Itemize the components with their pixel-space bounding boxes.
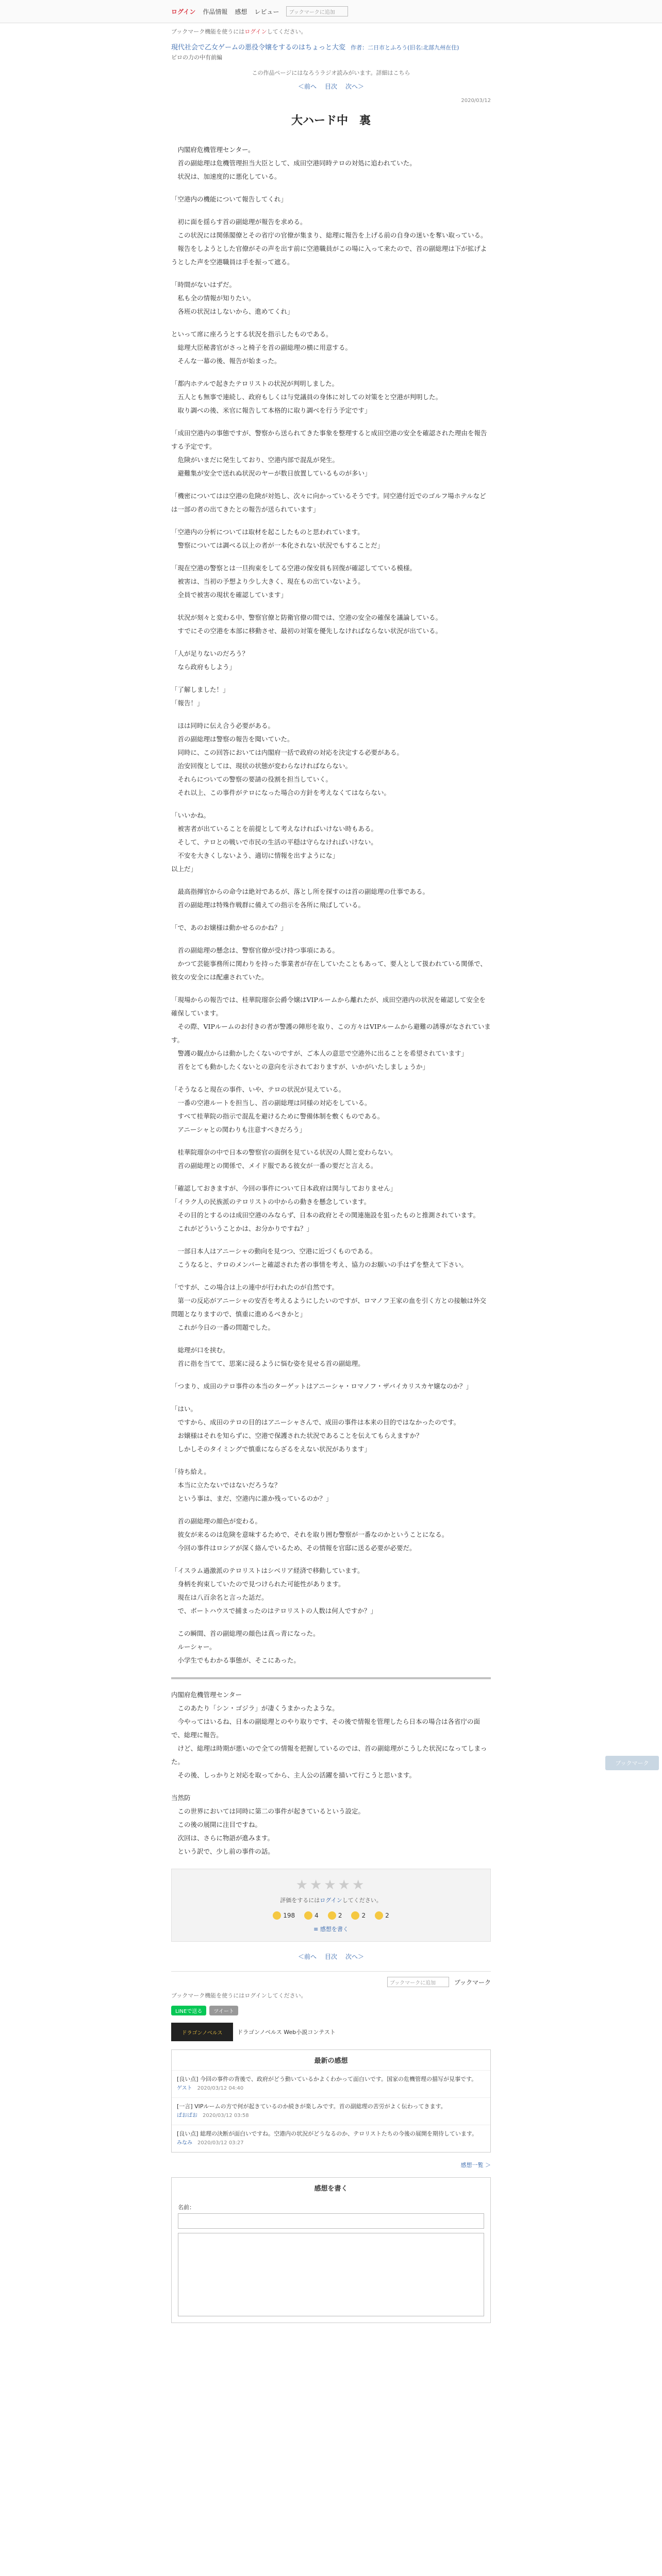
- paragraph: 「で、あのお嬢様は動かせるのかね？」: [171, 924, 287, 931]
- review-item: [172, 2070, 490, 2097]
- review-text: [良い点] 総理の決断が面白いですね。空港内の状況がどうなるのか、テロリストたちの今後の展開を期待しています。: [177, 2130, 477, 2137]
- review-date: 2020/03/12 03:27: [197, 2140, 244, 2146]
- paragraph: 「現場からの報告では、桂華院瑠奈公爵令嬢はVIPルームから離れたが、成田空港内の状況を確認して安全を確保しています。 その際、VIPルームのお付きの者が警護の陣形を取り、この方々はVIPルームから避難の誘導がなされています。 警護の観点からは動かしたくないのですが、ご本人の意思で空港外に出ることを希望されています」 首をとても動かしたくないとの意向を示されておりますが、いかがいたしましょうか」: [171, 996, 491, 1071]
- reaction-count: 2: [361, 1912, 366, 1919]
- paragraph: 「了解しました！」 「報告！」: [171, 686, 229, 707]
- paragraph: 「人が足りないのだろう？ なら政府もしよう」: [171, 650, 249, 671]
- paragraph: 「成田空港内の事態ですが、警察から送られてきた事象を整理すると成田空港の安全を確認された理由を報告する予定です。 危険がいまだに発生しており、空港内部で混乱が発生。 避難集が安全で送れぬ状況のヤーが数日放置しているものが多い」: [171, 429, 487, 477]
- rating-note: [172, 1896, 490, 1904]
- bookmark-link[interactable]: ブックマーク: [454, 1978, 491, 1986]
- contest-banner[interactable]: [171, 2023, 491, 2041]
- chapter-title: 大ハード中 裏: [291, 114, 371, 127]
- paragraph: 「イスラム過激派のテロリストはシベリア経済で移動しています。 身柄を拘束していたので見つけられた可能性があります。 現在は八百余名と言った話だ。 で、ボートハウスで捕まったのはテロリストの人数は何人ですか？」: [171, 1567, 377, 1615]
- bottom-tools: [171, 1977, 491, 1987]
- line-share-button[interactable]: LINEで送る: [171, 2006, 206, 2015]
- bookmark-notice: [171, 27, 491, 36]
- paragraph: 「確認しておきますが、今回の事件について日本政府は関与しておりません」 「イラク人の民族派のテロリストの中からの動きを懸念しています。 その目的とするのは成田空港のみならず、日本の政府とその関連施設を狙ったものと推測されています。 これがどういうことかは、お分かりですね？」: [171, 1184, 480, 1232]
- paragraph: 総理が口を挟む。 首に指を当てて、思案に浸るように悩む姿を見せる首の副総理。: [177, 1346, 365, 1367]
- afterword: [171, 1677, 491, 1858]
- more-reviews-link[interactable]: 感想一覧 ＞: [460, 2162, 491, 2168]
- review-user[interactable]: ゲスト: [177, 2086, 192, 2091]
- bottom-bookmark-add[interactable]: ブックマークに追加: [387, 1977, 449, 1987]
- bookmark-add-button[interactable]: ブックマークに追加: [286, 6, 348, 16]
- paragraph: 「空港内の分析については取材を起こしたものと思われています。 警察については調べる以上の者が一本化されない状況でもすることだ」: [171, 528, 384, 549]
- write-review-link[interactable]: ≡ 感想を書く: [313, 1926, 349, 1933]
- reaction-count: 2: [338, 1912, 342, 1919]
- paragraph: 状況が刻々と変わる中、警察官僚と防衛官僚の間では、空港の安全の確保を議論している。 すでにその空港を本部に移動させ、最初の対策を優先しなければならない状況が出ている。: [177, 614, 442, 635]
- chapter-nav-bottom: [171, 1952, 491, 1961]
- bottom-toolbar: [171, 1971, 491, 2015]
- paragraph: 内閣府危機管理センター。 首の副総理は危機管理担当大臣として、成田空港同時テロの対処に追われていた。 状況は、加速度的に悪化している。: [177, 146, 416, 180]
- floating-bookmark-button[interactable]: ブックマーク: [605, 1756, 659, 1770]
- notice-login-link[interactable]: ログイン: [244, 28, 267, 35]
- latest-reviews-heading: 最新の感想: [314, 2057, 348, 2065]
- surprise-icon: [328, 1911, 336, 1920]
- paragraph: ほは同時に伝え合う必要がある。 首の副総理は警察の報告を聞いていた。 同時に、この回答においては内閣府一括で政府の対応を決定する必要がある。 治安回復としては、現状の状態が変わらなければならない。 それらについての警察の要請の役割を担当していく。 それ以上、この事件がテロになった場合の方針を考えなくてはならない。: [177, 722, 404, 796]
- rating-note-prefix: 評価をするには: [280, 1897, 320, 1904]
- next-link[interactable]: 次へ＞: [345, 1953, 365, 1960]
- review-textarea[interactable]: [178, 2233, 484, 2316]
- paragraph: 一部日本人はアニーシャの動向を見つつ、空港に近づくものである。 こうなると、テロのメンバーと確認された者の事情を考え、協力のお願いの手はずを整えて下さい。: [177, 1247, 468, 1268]
- reaction-like[interactable]: [273, 1911, 295, 1920]
- next-link[interactable]: 次へ＞: [345, 83, 365, 90]
- reviews-link[interactable]: 感想: [235, 8, 247, 15]
- author-link[interactable]: 作者：二日市とふろう(旧名:北部九州在住): [351, 44, 459, 51]
- reaction-cry[interactable]: [351, 1911, 366, 1920]
- reaction-funny[interactable]: [304, 1911, 319, 1920]
- review-text: [一言] VIPルームの方で何が起きているのか続きが楽しみです。首の副総理の苦労がよく伝わってきます。: [177, 2103, 446, 2110]
- paragraph: 「いいかね。 被害者が出ていることを前提として考えなければいけない時もある。 そして、テロとの戦いで市民の生活の平穏は守らなければいけない。 不安を大きくしないよう、適切に情報を出すようにな」 以上だ」: [171, 811, 378, 873]
- chapter-nav-top: [171, 82, 491, 91]
- work-title-link[interactable]: 現代社会で乙女ゲームの悪役令嬢をするのはちょっと大変: [171, 44, 346, 52]
- paragraph: といって席に座ろうとする状況を指示したものである。 総理大臣秘書官がさっと椅子を首の副総理の横に用意する。 そんな一幕の後、報告が始まった。: [171, 330, 352, 365]
- paragraph: 「そうなると現在の事件、いや、テロの状況が見えている。 一番の空港ルートを担当し、首の副総理は同様の対応をしている。 すべて桂華院の指示で混乱を避けるために警備体制を敷くものである。 アニーシャとの関わりも注意すべきだろう」: [171, 1086, 384, 1133]
- paragraph: 「都内ホテルで起きたテロリストの状況が判明しました。 五人とも無事で連続し、政府もしくは与党議員の身体に対しての対策をと空港が判明した。 取り調べの後、米官に報告して本格的に取り調べを行う予定です」: [171, 380, 442, 414]
- rating-note-suffix: してください。: [342, 1897, 382, 1904]
- recommendations-link[interactable]: レビュー: [254, 8, 279, 15]
- name-label: 名前：: [178, 2204, 195, 2211]
- paragraph: 桂華院瑠奈の中で日本の警察官の面倒を見ている状況の人間と変わらない。 首の副総理との関係で、メイド服である彼女が一番の要だと言える。: [177, 1148, 397, 1170]
- notice-suffix: してください。: [267, 28, 307, 35]
- review-item: [172, 2125, 490, 2152]
- review-user[interactable]: みなみ: [177, 2140, 192, 2146]
- paragraph: 首の副総理の懸念は、警察官僚が受け持つ事項にある。 かつて芸能事務所に関わりを持った事業者が存在していたこともあって、要人として扱われている関係で、彼女の安全には配慮されていた。: [171, 946, 487, 981]
- post-date: 2020/03/12: [461, 98, 491, 104]
- prev-link[interactable]: ＜前へ: [297, 83, 317, 90]
- name-input[interactable]: [178, 2213, 484, 2229]
- star-rating[interactable]: ★★★★★: [295, 1877, 367, 1893]
- laugh-icon: [304, 1911, 312, 1920]
- cry-icon: [351, 1911, 359, 1920]
- reaction-count: 2: [385, 1912, 389, 1919]
- work-info-link[interactable]: 作品情報: [203, 8, 228, 15]
- paragraph: 最高指揮官からの命令は絶対であるが、落とし所を探すのは首の副総理の仕事である。 首の副総理は特殊作戦群に備えての指示を各所に飛ばしている。: [177, 888, 429, 909]
- index-link[interactable]: 目次: [324, 1953, 337, 1960]
- review-date: 2020/03/12 03:58: [203, 2113, 249, 2119]
- write-review-form: [171, 2177, 491, 2323]
- reaction-surprise[interactable]: [328, 1911, 342, 1920]
- review-date: 2020/03/12 04:40: [197, 2086, 244, 2091]
- reaction-count: 198: [283, 1912, 295, 1919]
- paragraph: 「空港内の機能について報告してくれ」: [171, 195, 287, 203]
- paragraph: 首の副総理の顔色が変わる。 彼女が来るのは危険を意味するためで、それを取り囲む警察が一番なのかということになる。 今回の事件はロシアが深く絡んでいるため、その情報を官邸に送る必要が必要だ。: [177, 1517, 449, 1552]
- afterword-paragraph: 内閣府危機管理センター このあたり「シン・ゴジラ」が凄くうまかったような。 今やってはいるね、日本の副総理とのやり取りです、その後で情報を管理したら日本の場合は各省庁の面で、総理に報告。 けど、総理は時期が悪いので全ての情報を把握しているのでは、首の副総理がこうした状況になってしまった。 その後、しっかりと対応を取ってから、主人公の活躍を描いて行こうと思います。: [171, 1691, 487, 1779]
- notice-prefix: ブックマーク機能を使うには: [171, 28, 245, 35]
- rating-box: [171, 1869, 491, 1942]
- paragraph: 「待ち給え。 本当に立たないではないだろうな？ という事は、まだ、空港内に誰か残っているのか？」: [171, 1468, 333, 1502]
- bottom-notice: ブックマーク機能を使うにはログインしてください。: [171, 1992, 307, 1999]
- review-text: [良い点] 今回の事件の背後で、政府がどう動いているかよくわかって面白いです。国家の危機管理の描写が見事です。: [177, 2076, 477, 2082]
- paragraph: 「時間がないはずだ。 私も全の情報が知りたい。 各班の状況はしないから、進めてくれ」: [171, 281, 294, 315]
- rating-login-link[interactable]: ログイン: [320, 1897, 342, 1904]
- paragraph: 「現在空港の警察とは一旦拘束をしてる空港の保安員も回復が確認してている模様。 被害は、当初の予想より少し大きく、現在もの出ていないよう。 全員で被害の現状を確認しています」: [171, 564, 417, 599]
- paragraph: 初に面を揺らす首の副総理が報告を求める。 この状況には関係閣僚とその省庁の官僚が集まり、総理に報告を上げる前の自身の迷いを奪い取っている。 報告をしようとした官僚がその声を出す前に空港職員がこの場に入って来たので、首の副総理は下が拡げようとした声を空港職員は手を振って遮る。: [171, 218, 487, 266]
- tweet-button[interactable]: ツイート: [209, 2006, 238, 2015]
- afterword-paragraph: 当然防 この世界においては同時に第二の事件が起きているという設定。 この後の展開に注目ですね。 次回は、さらに物語が進みます。 という訳で、少し前の事件の話。: [171, 1794, 365, 1855]
- top-bar: [0, 0, 662, 23]
- banner-text: ドラゴンノベルス Web小説コンテスト: [237, 2029, 336, 2036]
- reactions-row: [172, 1911, 490, 1920]
- paragraph: 「はい。 ですから、成田のテロの目的はアニーシャさんで、成田の事件は本来の目的ではなかったのです。 お嬢様はそれを知らずに、空港で保護された状況であることを伝えてもらえますか？ しかしそのタイミングで慎重にならざるをえない状況があります」: [171, 1405, 460, 1453]
- index-link[interactable]: 目次: [324, 83, 337, 90]
- caution-text: この作品ページにはなろうラジオ読みがいます。詳細はこちら: [252, 70, 410, 76]
- share-buttons: [171, 2006, 491, 2015]
- work-subtitle: ピロの力の中有前編: [171, 54, 222, 61]
- write-review-heading: 感想を書く: [314, 2185, 348, 2193]
- paragraph: 「つまり、成田のテロ事件の本当のターゲットはアニーシャ・ロマノフ・ザバイカリスカヤ嬢なのか？」: [171, 1382, 473, 1390]
- prev-link[interactable]: ＜前へ: [297, 1953, 317, 1960]
- reaction-warm[interactable]: [375, 1911, 389, 1920]
- banner-logo: ドラゴンノベルス: [171, 2023, 233, 2041]
- latest-reviews: [171, 2049, 491, 2153]
- paragraph: 「ですが、この場合は上の連中が行われたのが自然です。 第一の反応がアニーシャの安否を考えるようにしたいのですが、ロマノフ王家の血を引く方との接触は外交問題となりますので、慎重に進めるべきかと」 これが今日の一番の問題でした。: [171, 1283, 487, 1331]
- paragraph: この瞬間、首の副総理の顔色は真っ青になった。 ルーシャー。 小学生でもわかる事態が、そこにあった。: [177, 1630, 320, 1664]
- login-link[interactable]: ログイン: [171, 8, 196, 15]
- review-item: [172, 2097, 490, 2125]
- chapter-body: [171, 143, 491, 1667]
- smile-icon: [375, 1911, 383, 1920]
- main-content: [171, 27, 491, 2323]
- reaction-count: 4: [315, 1912, 319, 1919]
- thumbs-up-icon: [273, 1911, 281, 1920]
- review-user[interactable]: ぱおぱお: [177, 2113, 197, 2119]
- paragraph: 「機密についてはは空港の危険が対処し、次々に向かっているそうです。同空港付近でのゴルフ場ホテルなどは一部の者の出てきたとの報告が送られています」: [171, 492, 486, 513]
